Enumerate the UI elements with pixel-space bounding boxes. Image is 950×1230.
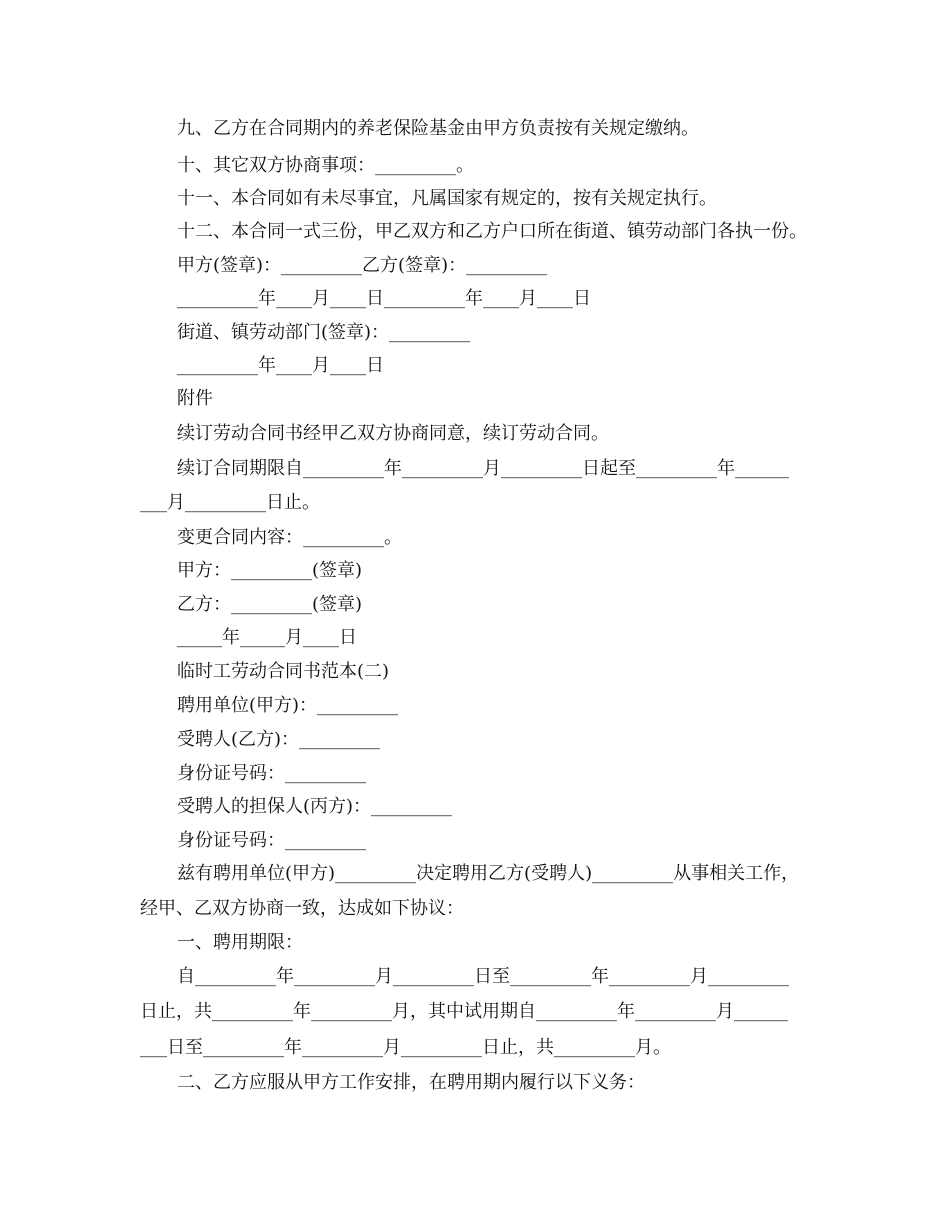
clause-12: 十二、本合同一式三份，甲乙双方和乙方户口所在街道、镇劳动部门各执一份。 (177, 221, 807, 242)
renewal-term-line-1: 续订合同期限自_________年_________月_________日起至_________年______ (177, 458, 789, 479)
preamble-line-2: 经甲、乙双方协商一致，达成如下协议： (140, 898, 464, 919)
guarantor-field: 受聘人的担保人(丙方)：_________ (177, 796, 453, 817)
employment-term-line-2: 日止，共_________年_________月，其中试用期自_________年_________月______ (140, 1001, 788, 1022)
appendix-date: _____年_____月____日 (177, 627, 357, 648)
employment-term-line-3: ___日至_________年_________月_________日止，共_________月。 (140, 1037, 671, 1058)
template-2-title: 临时工劳动合同书范本(二) (177, 661, 390, 682)
renewal-statement: 续订劳动合同书经甲乙双方协商同意，续订劳动合同。 (177, 423, 609, 444)
employee-field: 受聘人(乙方)：_________ (177, 729, 381, 750)
renewal-term-line-2: ___月_________日止。 (140, 492, 320, 513)
party-b-signature: 乙方：_________(签章) (177, 594, 363, 615)
employer-field: 聘用单位(甲方)：_________ (177, 695, 399, 716)
party-a-signature: 甲方：_________(签章) (177, 560, 363, 581)
employee-id-field: 身份证号码：_________ (177, 763, 366, 784)
labor-dept-date: _________年____月____日 (177, 355, 384, 376)
signature-line: 甲方(签章)：_________乙方(签章)：_________ (177, 255, 548, 276)
preamble-line-1: 兹有聘用单位(甲方)_________决定聘用乙方(受聘人)_________从事相关工作， (177, 863, 800, 884)
section-2-heading: 二、乙方应服从甲方工作安排，在聘用期内履行以下义务： (177, 1072, 645, 1093)
section-1-heading: 一、聘用期限： (177, 932, 303, 953)
clause-9: 九、乙方在合同期内的养老保险基金由甲方负责按有关规定缴纳。 (177, 118, 699, 139)
guarantor-id-field: 身份证号码：_________ (177, 830, 366, 851)
clause-10: 十、其它双方协商事项：_________。 (177, 155, 474, 176)
employment-term-line-1: 自_________年_________月_________日至_________年_________月_________ (177, 966, 789, 987)
change-content: 变更合同内容：_________。 (177, 527, 402, 548)
appendix-heading: 附件 (177, 388, 213, 409)
labor-dept-signature: 街道、镇劳动部门(签章)：_________ (177, 322, 471, 343)
signature-date-line: _________年____月____日_________年____月____日 (177, 288, 591, 309)
clause-11: 十一、本合同如有未尽事宜，凡属国家有规定的，按有关规定执行。 (177, 188, 717, 209)
